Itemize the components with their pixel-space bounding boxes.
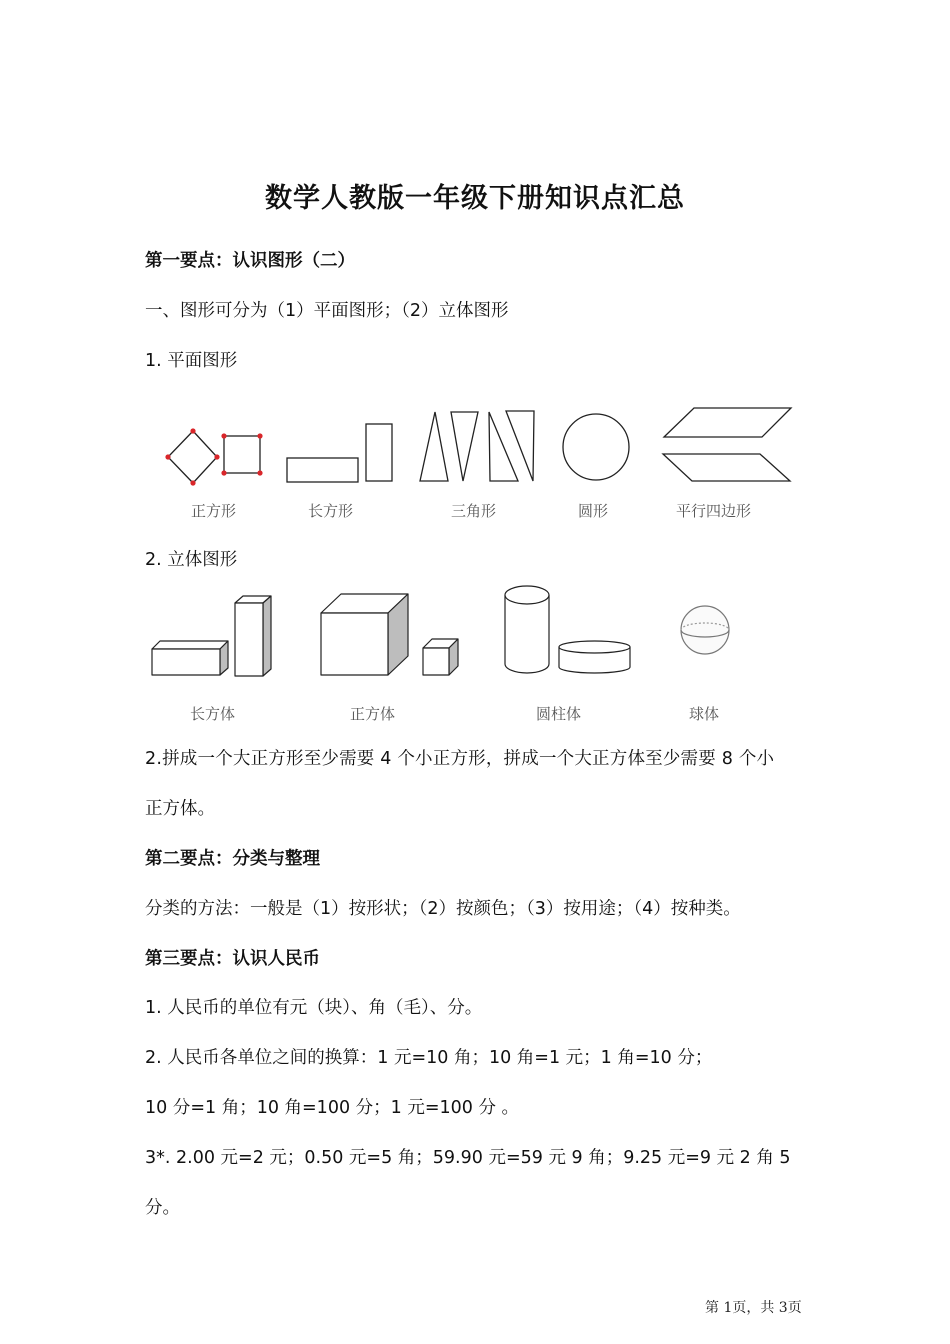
caption-parallelogram: 平行四边形 [676, 502, 752, 520]
section-1-heading: 第一要点：认识图形（二） [145, 251, 355, 271]
caption-sphere: 球体 [689, 705, 720, 723]
page-number-footer: 第 1页，共 3页 [705, 1300, 802, 1316]
sphere-shape [681, 606, 729, 654]
cylinder-tall-shape [505, 586, 549, 673]
currency-units-line: 1. 人民币的单位有元（块）、角（毛）、分。 [145, 998, 483, 1018]
cube-small-shape [423, 639, 458, 675]
caption-circle: 圆形 [578, 502, 609, 520]
currency-examples-line1: 3*. 2.00 元=2 元；0.50 元=5 角；59.90 元=59 元 9 角；9.25 元=9 元 2 角 5 [145, 1148, 791, 1168]
triangle-shape-4 [506, 411, 534, 481]
caption-cuboid: 长方体 [190, 705, 236, 723]
parallelogram-shape-1 [664, 408, 791, 437]
parallelogram-shape-2 [663, 454, 790, 481]
shape-categories-line: 一、图形可分为（1）平面图形；（2）立体图形 [145, 301, 509, 321]
plane-shapes-heading: 1. 平面图形 [145, 351, 238, 371]
solid-shapes-heading: 2. 立体图形 [145, 550, 238, 570]
assembly-paragraph-line1: 2.拼成一个大正方形至少需要 4 个小正方形，拼成一个大正方体至少需要 8 个小 [145, 749, 775, 769]
circle-shape [563, 414, 629, 480]
currency-examples-line2: 分。 [145, 1198, 180, 1218]
caption-triangle: 三角形 [451, 502, 497, 520]
diamond-square-shape [168, 431, 217, 483]
cuboid-flat-shape [152, 641, 228, 675]
plane-shapes-figure [140, 400, 820, 530]
triangle-shape-2 [451, 412, 478, 481]
section-3-heading: 第三要点：认识人民币 [145, 949, 320, 969]
long-rectangle-shape [287, 458, 358, 482]
page-title: 数学人教版一年级下册知识点汇总 [265, 183, 685, 214]
currency-conversion-line2: 10 分=1 角；10 角=100 分；1 元=100 分 。 [145, 1098, 520, 1118]
triangle-shape-1 [420, 412, 448, 481]
solid-shapes-figure [140, 578, 820, 728]
caption-rectangle: 长方形 [308, 502, 354, 520]
caption-cube: 正方体 [350, 705, 396, 723]
cube-large-shape [321, 594, 408, 675]
assembly-paragraph-line2: 正方体。 [145, 799, 215, 819]
triangle-shape-3 [489, 412, 518, 481]
caption-cylinder: 圆柱体 [536, 705, 582, 723]
section-2-heading: 第二要点：分类与整理 [145, 849, 320, 869]
tall-rectangle-shape [366, 424, 392, 481]
currency-conversion-line1: 2. 人民币各单位之间的换算：1 元=10 角；10 角=1 元；1 角=10 分； [145, 1048, 713, 1068]
cuboid-tall-shape [235, 596, 271, 676]
square-shape [224, 436, 260, 473]
classification-methods: 分类的方法：一般是（1）按形状；（2）按颜色；（3）按用途；（4）按种类。 [145, 899, 741, 919]
caption-square: 正方形 [191, 502, 237, 520]
cylinder-short-shape [559, 641, 630, 673]
